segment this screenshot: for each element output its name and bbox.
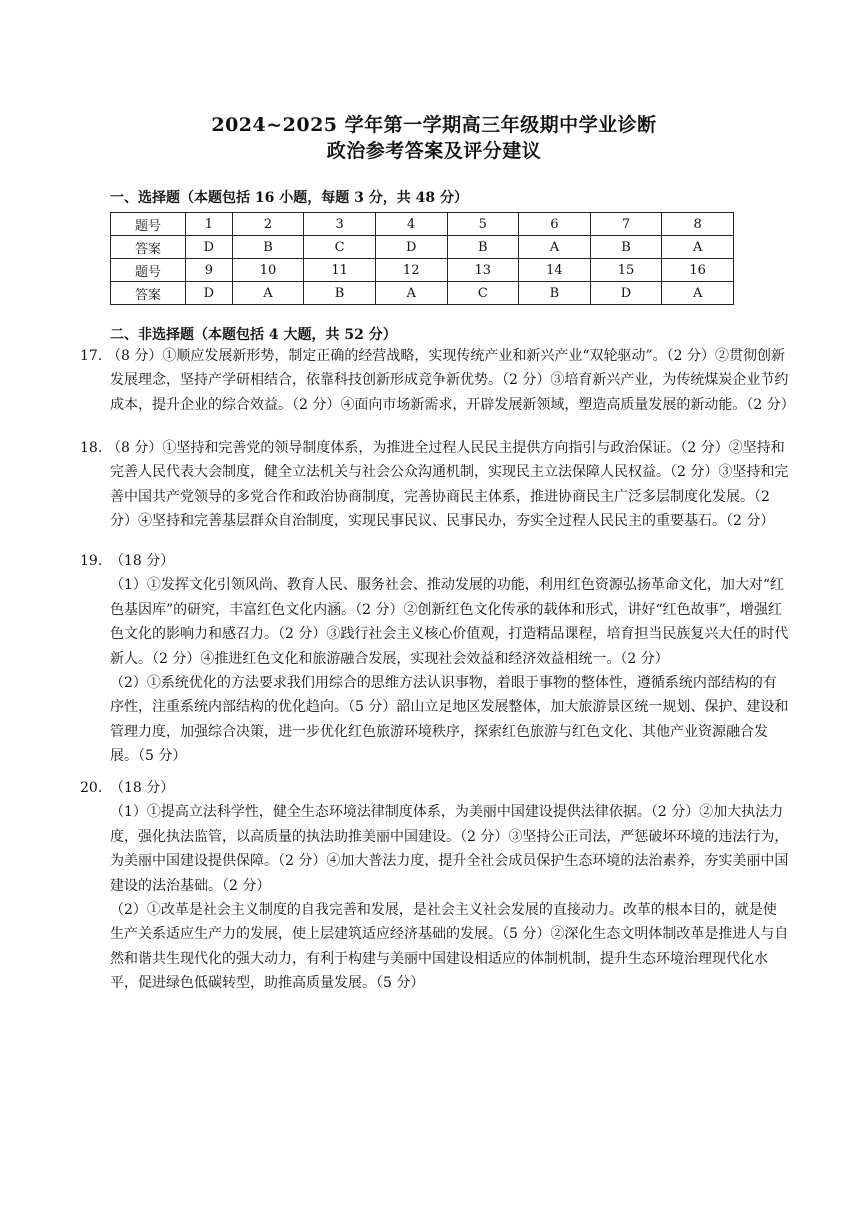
question-19 (80, 549, 790, 769)
question-score: （18 分） (110, 780, 175, 796)
table-cell: 题号 (111, 259, 186, 282)
answer-text: （8 分）①顺应发展新形势，制定正确的经营战略，实现传统产业和新兴产业“双轮驱动”。（2 分）②贯彻创新发展理念，坚持产学研相结合，依靠科技创新形成竞争新优势。（2 分）③培育新兴产业，为传统煤炭企业节约成本，提升企业的综合效益。（2 分）④面向市场新需求，开辟发展新领域，塑造高质量发展的新动能。（2 分） (107, 348, 795, 413)
table-cell: 11 (304, 259, 376, 282)
table-cell: A (662, 282, 734, 305)
question-18 (80, 436, 790, 534)
table-cell: B (232, 236, 304, 259)
table-cell: 15 (590, 259, 662, 282)
table-cell: 4 (375, 213, 447, 236)
table-cell: 3 (304, 213, 376, 236)
table-cell: B (519, 282, 591, 305)
table-cell: 10 (232, 259, 304, 282)
table-cell: 答案 (111, 236, 186, 259)
table-cell: A (519, 236, 591, 259)
answer-part-1: （1）①发挥文化引领风尚、教育人民、服务社会、推动发展的功能，利用红色资源弘扬革命文化，加大对“红色基因库”的研究，丰富红色文化内涵。（2 分）②创新红色文化传承的载体和形式，讲好“红色故事”，增强红色文化的影响力和感召力。（2 分）③践行社会主义核心价值观，打造精品课程，培育担当民族复兴大任的时代新人。（2 分）④推进红色文化和旅游融合发展，实现社会效益和经济效益相统一。（2 分） (110, 577, 789, 667)
table-cell: 8 (662, 213, 734, 236)
table-cell: 16 (662, 259, 734, 282)
page-subtitle: 政治参考答案及评分建议 (326, 140, 542, 162)
question-number: 19. (80, 553, 103, 569)
table-cell: A (662, 236, 734, 259)
table-cell: 题号 (111, 213, 186, 236)
table-cell: B (590, 236, 662, 259)
table-row (111, 282, 734, 305)
table-cell: 13 (447, 259, 519, 282)
table-cell: 6 (519, 213, 591, 236)
table-cell: 12 (375, 259, 447, 282)
question-17 (80, 344, 795, 417)
table-cell: B (304, 282, 376, 305)
table-cell: 7 (590, 213, 662, 236)
answer-part-1: （1）①提高立法科学性，健全生态环境法律制度体系，为美丽中国建设提供法律依据。（2 分）②加大执法力度，强化执法监管，以高质量的执法助推美丽中国建设。（2 分）③坚持公正司法，严惩破坏环境的违法行为，为美丽中国建设提供保障。（2 分）④加大普法力度，提升全社会成员保护生态环境的法治素养，夯实美丽中国建设的法治基础。（2 分） (110, 804, 789, 894)
question-number: 17. (80, 348, 103, 364)
table-row (111, 213, 734, 236)
table-cell: C (304, 236, 376, 259)
table-cell: D (186, 236, 233, 259)
section-heading-choice: 一、选择题（本题包括 16 小题，每题 3 分，共 48 分） (110, 190, 468, 206)
table-row (111, 259, 734, 282)
table-cell: D (375, 236, 447, 259)
question-number: 20. (80, 780, 103, 796)
answer-part-2: （2）①改革是社会主义制度的自我完善和发展，是社会主义社会发展的直接动力。改革的根本目的，就是使生产关系适应生产力的发展，使上层建筑适应经济基础的发展。（5 分）②深化生态文明体制改革是推进人与自然和谐共生现代化的强大动力，有利于构建与美丽中国建设相适应的体制机制，提升生态环境治理现代化水平，促进绿色低碳转型，助推高质量发展。（5 分） (110, 902, 789, 992)
table-cell: C (447, 282, 519, 305)
answer-text: （8 分）①坚持和完善党的领导制度体系，为推进全过程人民民主提供方向指引与政治保证。（2 分）②坚持和完善人民代表大会制度，健全立法机关与社会公众沟通机制，实现民主立法保障人民权益。（2 分）③坚持和完善中国共产党领导的多党合作和政治协商制度，完善协商民主体系，推进协商民主广泛多层制度化发展。（2 分）④坚持和完善基层群众自治制度，实现民事民议、民事民办，夯实全过程人民民主的重要基石。（2 分） (107, 440, 789, 530)
table-cell: 14 (519, 259, 591, 282)
table-cell: 1 (186, 213, 233, 236)
section-heading-nonchoice: 二、非选择题（本题包括 4 大题，共 52 分） (110, 327, 397, 343)
table-cell: B (447, 236, 519, 259)
question-score: （18 分） (110, 553, 175, 569)
table-cell: 答案 (111, 282, 186, 305)
answer-table (110, 212, 734, 305)
table-cell: D (590, 282, 662, 305)
table-cell: A (375, 282, 447, 305)
question-20 (80, 776, 790, 996)
answer-part-2: （2）①系统优化的方法要求我们用综合的思维方法认识事物，着眼于事物的整体性，遵循系统内部结构的有序性，注重系统内部结构的优化趋向。（5 分）韶山立足地区发展整体，加大旅游景区统一规划、保护、建设和管理力度，加强综合决策，进一步优化红色旅游环境秩序，探索红色旅游与红色文化、其他产业资源融合发展。（5 分） (110, 675, 789, 765)
table-cell: A (232, 282, 304, 305)
table-cell: 5 (447, 213, 519, 236)
question-number: 18. (80, 440, 103, 456)
page-title: 2024~2025 学年第一学期高三年级期中学业诊断 (211, 114, 657, 136)
table-cell: D (186, 282, 233, 305)
table-row (111, 236, 734, 259)
table-cell: 9 (186, 259, 233, 282)
table-cell: 2 (232, 213, 304, 236)
